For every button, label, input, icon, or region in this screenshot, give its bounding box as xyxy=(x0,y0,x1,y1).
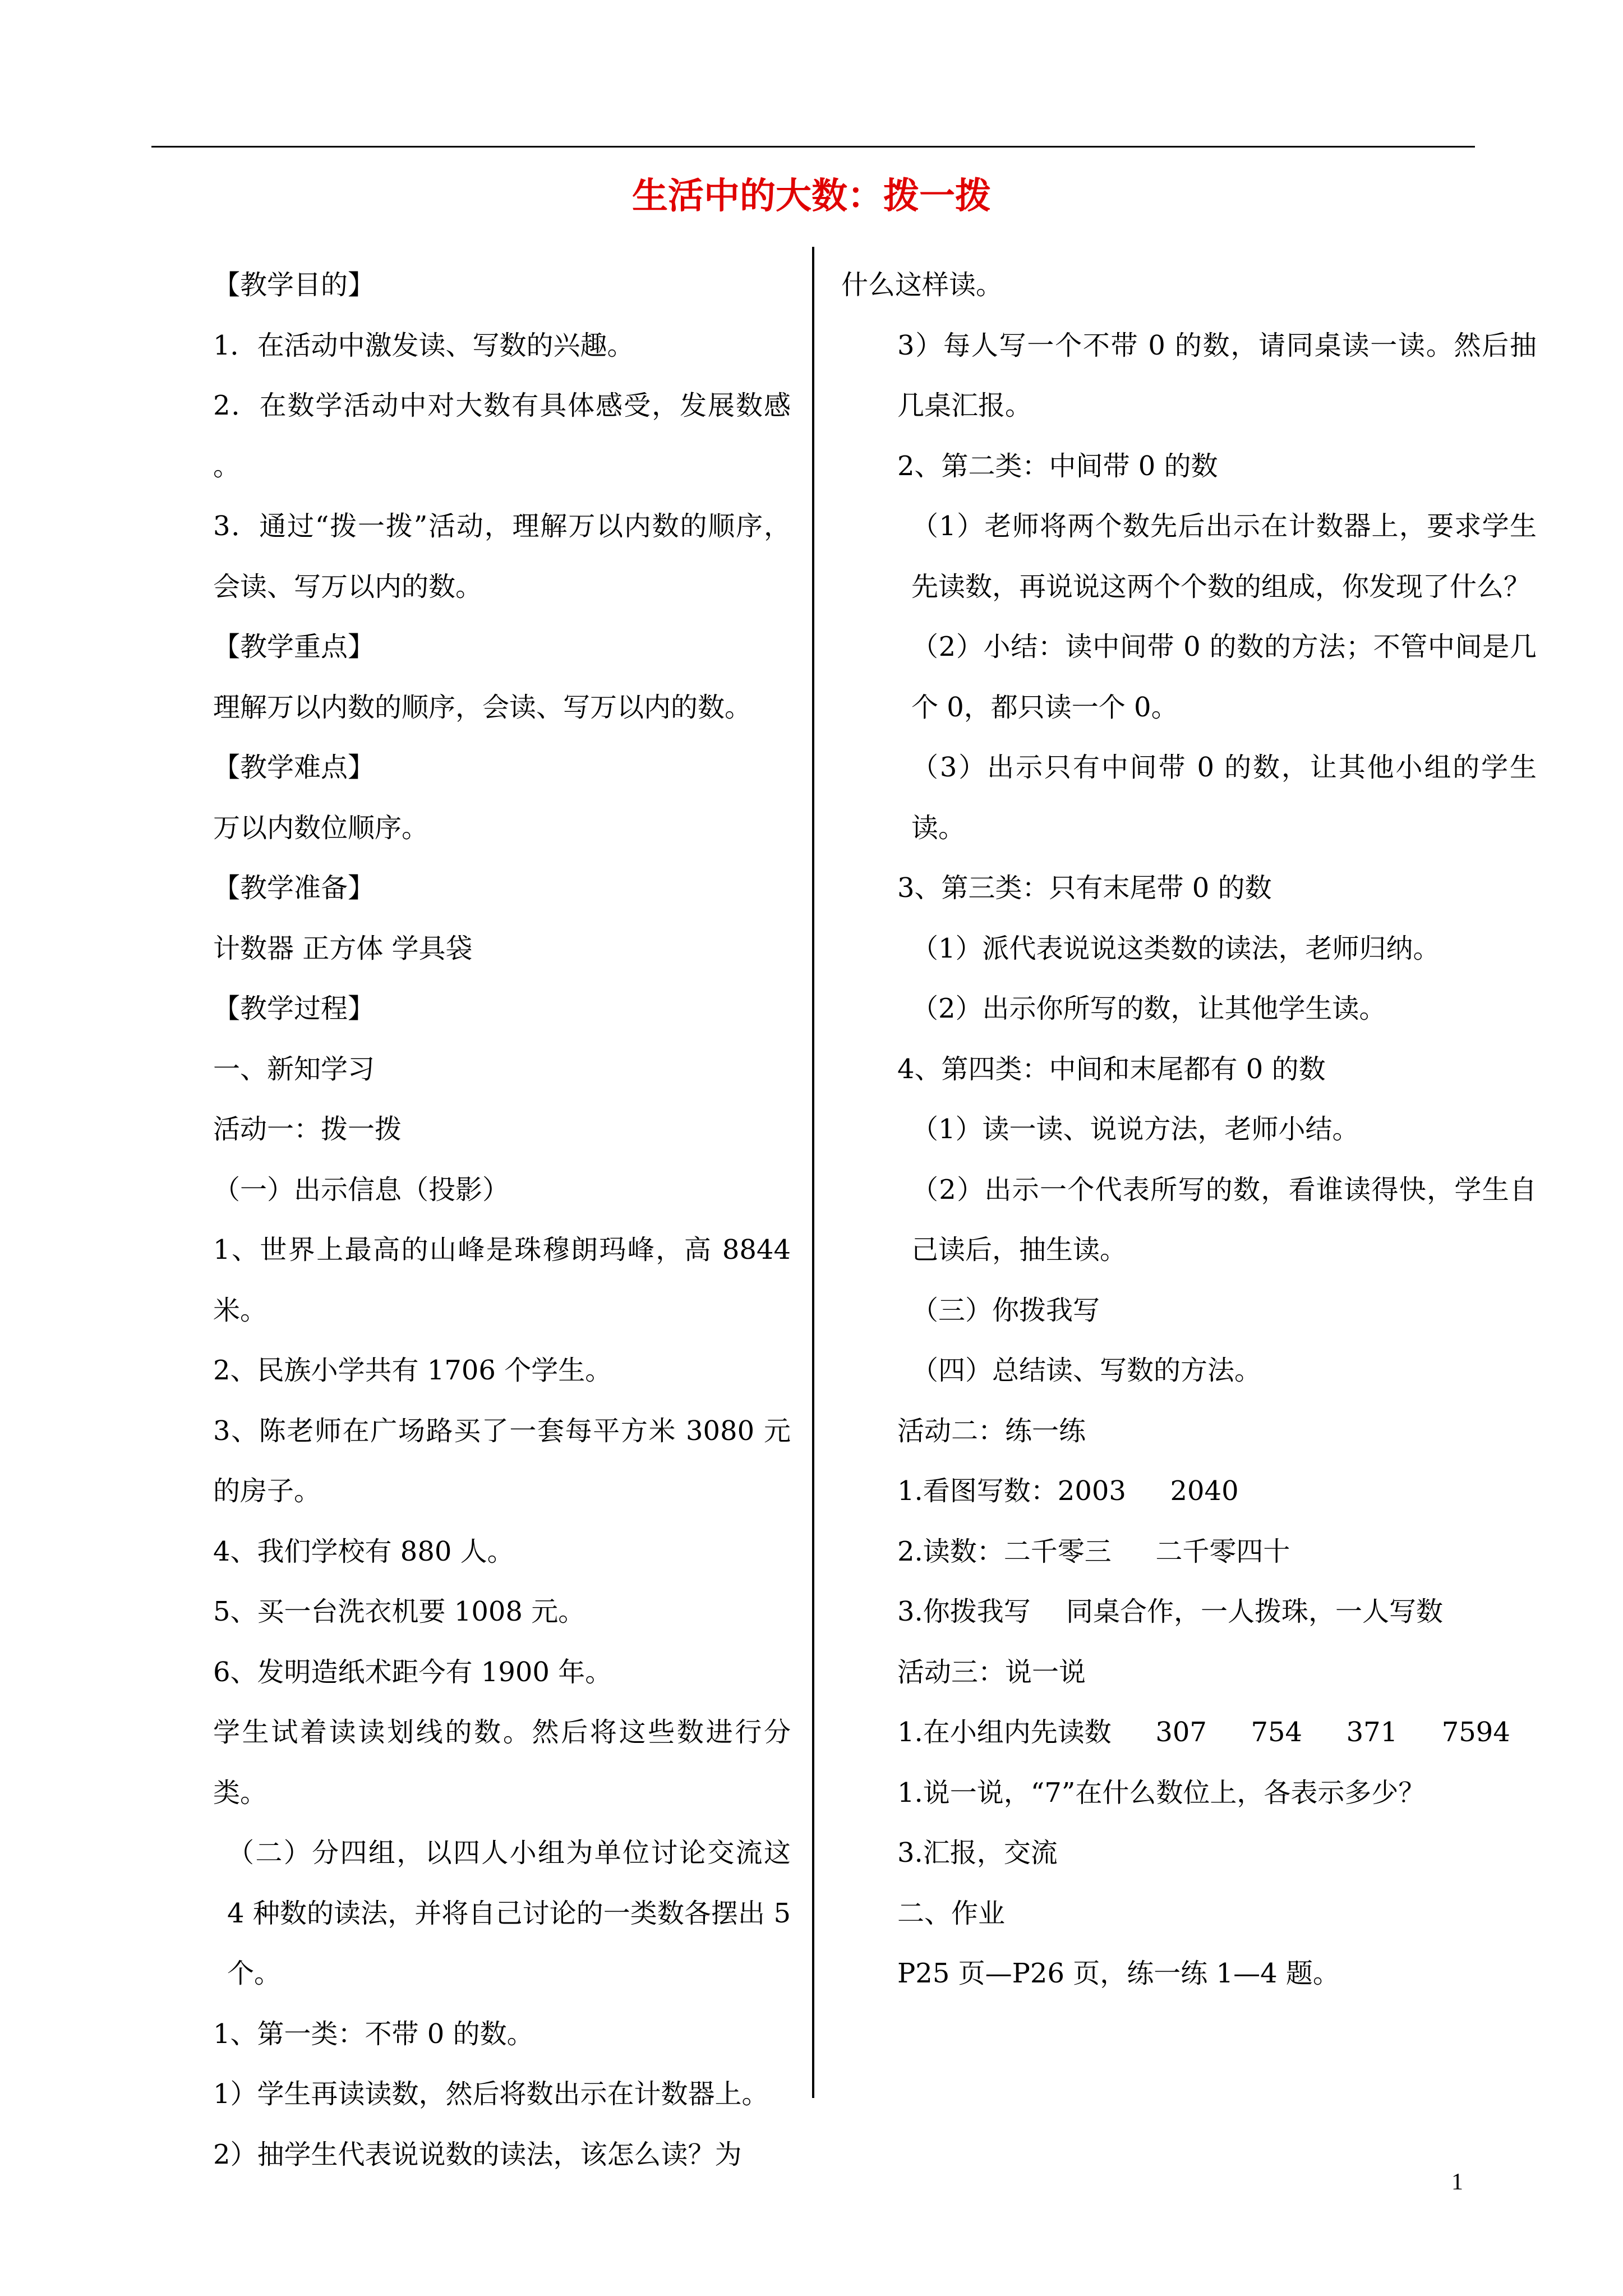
paragraph: 6、发明造纸术距今有 1900 年。 xyxy=(213,1656,612,1688)
paragraph: （2）出示一个代表所写的数，看谁读得快，学生自己读后，抽生读。 xyxy=(911,1174,1537,1266)
paragraph: 【教学过程】 xyxy=(213,993,375,1024)
column-divider xyxy=(812,247,814,2098)
right-column xyxy=(841,255,1537,2004)
page-number: 1 xyxy=(1451,2169,1463,2195)
paragraph: 3.汇报，交流 xyxy=(897,1837,1058,1869)
paragraph: （一）出示信息（投影） xyxy=(213,1174,510,1205)
paragraph: 活动三：说一说 xyxy=(897,1656,1086,1688)
paragraph: （3）出示只有中间带 0 的数，让其他小组的学生读。 xyxy=(911,752,1537,844)
paragraph: 2.读数：二千零三 二千零四十 xyxy=(897,1535,1290,1567)
paragraph: 1、世界上最高的山峰是珠穆朗玛峰，高 8844 米。 xyxy=(213,1234,791,1326)
paragraph: 4、我们学校有 880 人。 xyxy=(213,1535,514,1567)
paragraph: 3）每人写一个不带 0 的数，请同桌读一读。然后抽几桌汇报。 xyxy=(897,329,1537,421)
paragraph: 什么这样读。 xyxy=(841,269,1003,301)
paragraph: 1.看图写数：2003 2040 xyxy=(897,1475,1239,1507)
paragraph: 2）抽学生代表说说数的读法，该怎么读？为 xyxy=(213,2138,742,2170)
paragraph: 1）学生再读读数，然后将数出示在计数器上。 xyxy=(213,2078,769,2110)
paragraph: （2）出示你所写的数，让其他学生读。 xyxy=(911,993,1386,1024)
paragraph: 二、作业 xyxy=(897,1897,1006,1929)
paragraph: 2、民族小学共有 1706 个学生。 xyxy=(213,1355,612,1386)
paragraph: 5、买一台洗衣机要 1008 元。 xyxy=(213,1596,585,1627)
paragraph: 【教学准备】 xyxy=(213,872,375,904)
paragraph: （1）派代表说说这类数的读法，老师归纳。 xyxy=(911,932,1440,964)
paragraph: 3、陈老师在广场路买了一套每平方米 3080 元的房子。 xyxy=(213,1415,791,1507)
paragraph: （四）总结读、写数的方法。 xyxy=(911,1355,1262,1386)
paragraph: 计数器 正方体 学具袋 xyxy=(213,932,473,964)
left-column xyxy=(157,255,791,2185)
paragraph: 1.在小组内先读数 307 754 371 7594 xyxy=(897,1717,1510,1748)
paragraph: 【教学目的】 xyxy=(213,269,375,301)
paragraph: （1）读一读、说说方法，老师小结。 xyxy=(911,1114,1359,1145)
paragraph: （2）小结：读中间带 0 的数的方法；不管中间是几个 0，都只读一个 0。 xyxy=(911,631,1537,723)
paragraph: 活动一：拨一拨 xyxy=(213,1114,402,1145)
paragraph: 3．通过“拨一拨”活动，理解万以内数的顺序，会读、写万以内的数。 xyxy=(213,510,791,602)
paragraph: 2、第二类：中间带 0 的数 xyxy=(897,450,1218,482)
document-title: 生活中的大数：拨一拨 xyxy=(632,175,991,217)
paragraph: 3.你拨我写 同桌合作，一人拨珠，一人写数 xyxy=(897,1596,1444,1627)
paragraph: 学生试着读读划线的数。然后将这些数进行分类。 xyxy=(213,1717,791,1809)
header-rule xyxy=(151,146,1475,148)
paragraph: 2．在数学活动中对大数有具体感受，发展数感 。 xyxy=(213,390,791,482)
paragraph: （1）老师将两个数先后出示在计数器上，要求学生先读数，再说说这两个个数的组成，你发现了什么？ xyxy=(911,510,1537,602)
paragraph: 万以内数位顺序。 xyxy=(213,812,429,844)
paragraph: 1.说一说，“7”在什么数位上，各表示多少？ xyxy=(897,1777,1426,1809)
paragraph: 1．在活动中激发读、写数的兴趣。 xyxy=(213,329,634,361)
paragraph: 3、第三类：只有末尾带 0 的数 xyxy=(897,872,1272,904)
paragraph: P25 页—P26 页，练一练 1—4 题。 xyxy=(897,1958,1340,1989)
paragraph: （三）你拨我写 xyxy=(911,1294,1100,1326)
paragraph: （二）分四组，以四人小组为单位讨论交流这 4 种数的读法，并将自己讨论的一类数各摆出 5 个。 xyxy=(227,1837,791,1989)
paragraph: 理解万以内数的顺序，会读、写万以内的数。 xyxy=(213,691,752,723)
paragraph: 4、第四类：中间和末尾都有 0 的数 xyxy=(897,1053,1326,1085)
paragraph: 【教学难点】 xyxy=(213,752,375,783)
paragraph: 一、新知学习 xyxy=(213,1053,375,1085)
paragraph: 1、第一类：不带 0 的数。 xyxy=(213,2018,534,2050)
paragraph: 【教学重点】 xyxy=(213,631,375,662)
paragraph: 活动二：练一练 xyxy=(897,1415,1086,1447)
